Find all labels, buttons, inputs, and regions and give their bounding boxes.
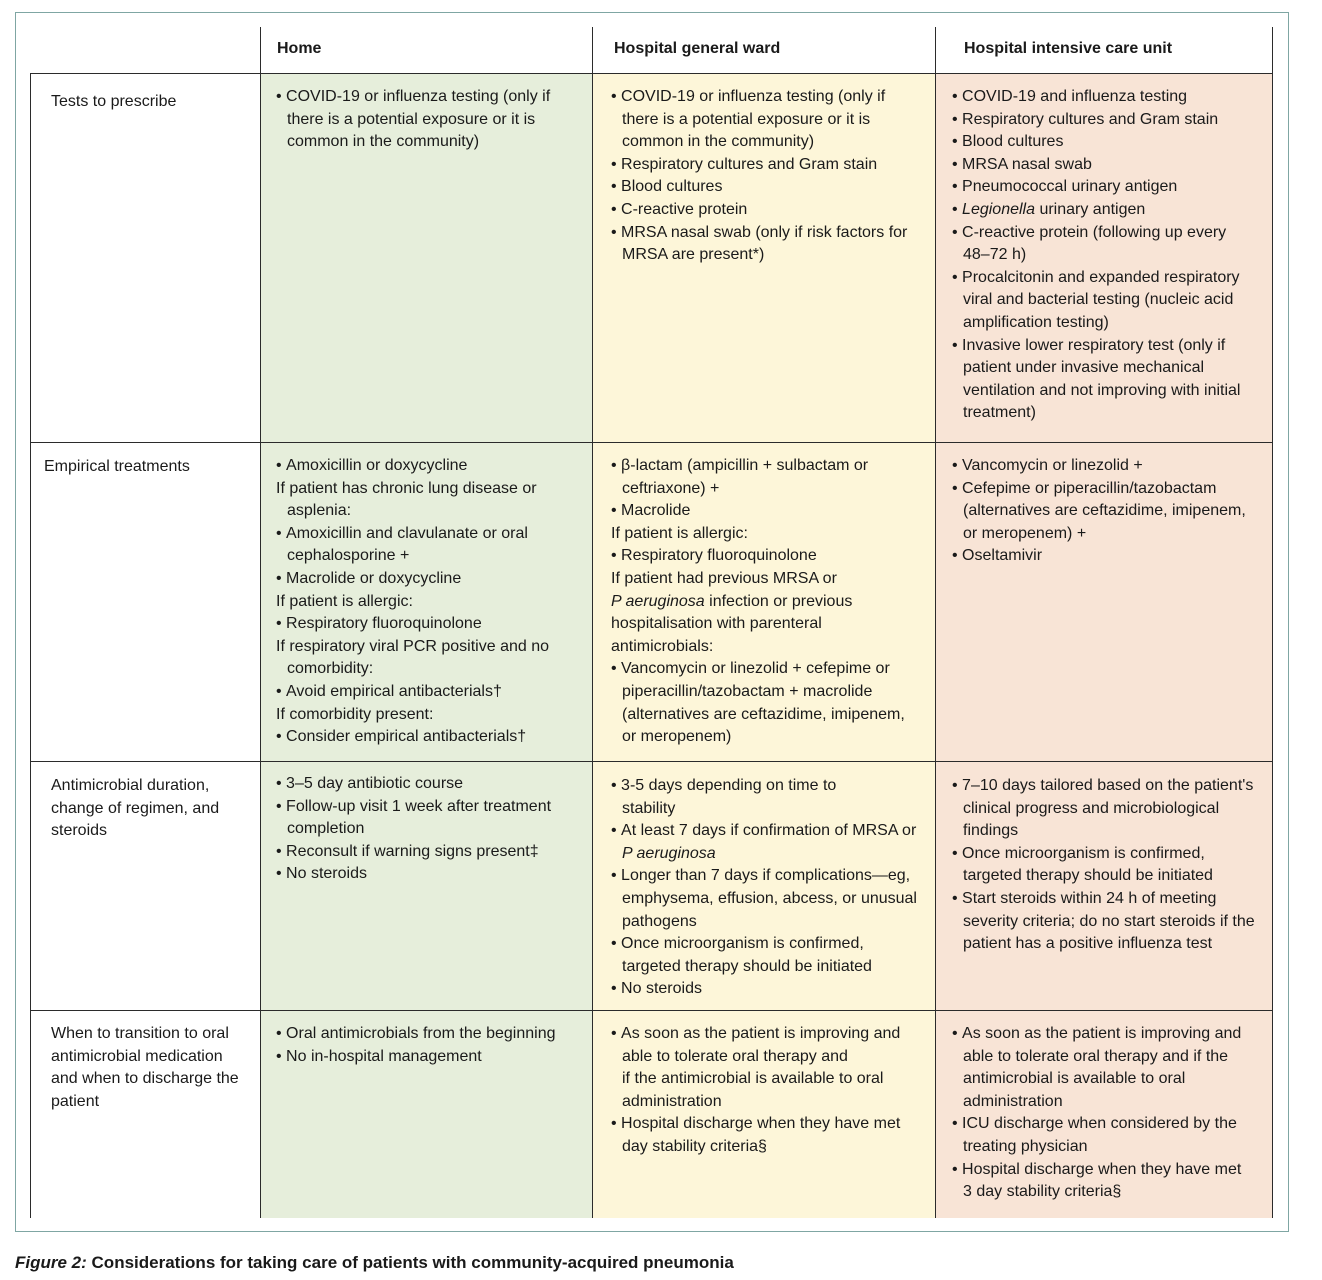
cell-treatments-icu: [952, 455, 1270, 568]
text-line: If respiratory viral PCR positive and no: [276, 637, 549, 655]
bullet-item: • Hospital discharge when they have met: [952, 1159, 1270, 1182]
bullet-item: • MRSA nasal swab (only if risk factors for: [611, 222, 931, 245]
bullet-item: • No in-hospital management: [276, 1046, 586, 1069]
bullet-item: • Once microorganism is confirmed,: [952, 843, 1270, 866]
bullet-item: • Amoxicillin or doxycycline: [276, 455, 586, 478]
bullet-item: • Legionella urinary antigen: [952, 199, 1270, 222]
bullet-item: • COVID-19 and influenza testing: [952, 86, 1270, 109]
bullet-item: • Oseltamivir: [952, 545, 1270, 568]
text-line: if the antimicrobial is available to oral: [622, 1070, 884, 1088]
grid-line: [30, 761, 1273, 762]
bullet-item: • 7–10 days tailored based on the patient's: [952, 775, 1270, 798]
text-line: If patient is allergic:: [276, 592, 413, 610]
row-label-duration: [51, 775, 219, 843]
bullet-item: • COVID-19 or influenza testing (only if: [611, 86, 931, 109]
row-label-line: change of regimen, and: [51, 799, 220, 817]
cell-transition-icu: [952, 1023, 1270, 1204]
row-label-line: antimicrobial medication: [51, 1047, 223, 1065]
bullet-item: • 3–5 day antibiotic course: [276, 773, 586, 796]
row-label-line: Tests to prescribe: [51, 93, 177, 110]
text-line: If comorbidity present:: [276, 705, 434, 723]
figure-label: Figure 2:: [15, 1253, 87, 1272]
bullet-item: • C-reactive protein: [611, 199, 931, 222]
text-line: 48–72 h): [963, 246, 1027, 264]
bullet-item: • Respiratory fluoroquinolone: [611, 545, 931, 568]
text-line: If patient had previous MRSA or: [611, 569, 837, 587]
text-line: pathogens: [622, 912, 697, 930]
text-line: P aeruginosa: [622, 844, 716, 862]
bullet-item: • Longer than 7 days if complications—eg,: [611, 865, 931, 888]
row-label-transition: [51, 1023, 239, 1113]
text-line: common in the community): [622, 133, 815, 151]
row-label-line: steroids: [51, 822, 108, 840]
bullet-item: • Macrolide or doxycycline: [276, 568, 586, 591]
bullet-item: • Once microorganism is confirmed,: [611, 933, 931, 956]
bullet-item: • Follow-up visit 1 week after treatment: [276, 796, 586, 819]
text-line: (alternatives are ceftazidime, imipenem,: [622, 705, 905, 723]
bullet-item: • Respiratory cultures and Gram stain: [611, 154, 931, 177]
text-line: asplenia:: [287, 502, 352, 520]
cell-duration-icu: [952, 775, 1270, 956]
text-line: day stability criteria§: [622, 1137, 767, 1155]
text-line: administration: [622, 1092, 722, 1110]
text-line: piperacillin/tazobactam + macrolide: [622, 682, 873, 700]
figure-caption-text: Considerations for taking care of patients with community-acquired pneumonia: [91, 1253, 734, 1272]
bullet-item: • MRSA nasal swab: [952, 154, 1270, 177]
cell-tests-icu: [952, 86, 1270, 425]
bullet-item: • At least 7 days if confirmation of MRSA or: [611, 820, 931, 843]
text-line: or meropenem) +: [963, 524, 1087, 542]
text-line: targeted therapy should be initiated: [963, 867, 1213, 885]
text-line: MRSA are present*): [622, 246, 765, 264]
text-line: If patient is allergic:: [611, 524, 748, 542]
header-ward: Hospital general ward: [614, 40, 781, 57]
cell-transition-home: [276, 1023, 586, 1068]
bullet-item: • 3-5 days depending on time to: [611, 775, 931, 798]
grid-line: [1272, 27, 1273, 1218]
text-line: If patient has chronic lung disease or: [276, 479, 537, 497]
text-line: P aeruginosa infection or previous: [611, 592, 853, 610]
cell-duration-ward: [611, 775, 931, 1001]
text-line: cephalosporine +: [287, 547, 410, 565]
grid-line: [30, 442, 1273, 443]
text-line: patient has a positive influenza test: [963, 935, 1213, 953]
text-line: comorbidity:: [287, 660, 374, 678]
text-line: patient under invasive mechanical: [963, 359, 1205, 377]
grid-line: [30, 1010, 1273, 1011]
cell-treatments-ward: [611, 455, 931, 749]
text-line: 3 day stability criteria§: [963, 1183, 1122, 1201]
row-label-tests: [51, 91, 176, 114]
text-line: viral and bacterial testing (nucleic acid: [963, 291, 1234, 309]
bullet-item: • Respiratory fluoroquinolone: [276, 613, 586, 636]
text-line: clinical progress and microbiological: [963, 799, 1220, 817]
header-icu: Hospital intensive care unit: [964, 40, 1173, 57]
bullet-item: • Cefepime or piperacillin/tazobactam: [952, 478, 1270, 501]
text-line: completion: [287, 820, 365, 838]
grid-line: [30, 73, 1273, 74]
bullet-item: • As soon as the patient is improving and: [952, 1023, 1270, 1046]
text-line: or meropenem): [622, 728, 732, 746]
grid-line: [592, 27, 593, 1218]
cell-transition-ward: [611, 1023, 931, 1159]
cell-treatments-home: [276, 455, 586, 749]
cell-duration-home: [276, 773, 586, 886]
text-line: there is a potential exposure or it is: [287, 110, 536, 128]
bullet-item: • No steroids: [611, 978, 931, 1001]
text-line: antimicrobials:: [611, 637, 714, 655]
header-home: Home: [277, 40, 322, 57]
cell-tests-home: [276, 86, 586, 154]
text-line: antimicrobial is available to oral: [963, 1070, 1186, 1088]
text-line: ceftriaxone) +: [622, 479, 720, 497]
grid-line: [30, 74, 31, 1218]
bullet-item: • Respiratory cultures and Gram stain: [952, 109, 1270, 132]
text-line: common in the community): [287, 133, 480, 151]
bullet-item: • Start steroids within 24 h of meeting: [952, 888, 1270, 911]
bullet-item: • As soon as the patient is improving and: [611, 1023, 931, 1046]
bullet-item: • Macrolide: [611, 500, 931, 523]
text-line: (alternatives are ceftazidime, imipenem,: [963, 502, 1246, 520]
bullet-item: • Oral antimicrobials from the beginning: [276, 1023, 586, 1046]
text-line: there is a potential exposure or it is: [622, 110, 871, 128]
text-line: able to tolerate oral therapy and: [622, 1047, 848, 1065]
text-line: able to tolerate oral therapy and if the: [963, 1047, 1229, 1065]
bullet-item: • No steroids: [276, 863, 586, 886]
text-line: amplification testing): [963, 313, 1109, 331]
row-label-line: When to transition to oral: [51, 1025, 229, 1042]
bullet-item: • COVID-19 or influenza testing (only if: [276, 86, 586, 109]
text-line: emphysema, effusion, abcess, or unusual: [622, 889, 917, 907]
text-line: treating physician: [963, 1137, 1088, 1155]
row-label-line: patient: [51, 1092, 100, 1110]
bullet-item: • Pneumococcal urinary antigen: [952, 176, 1270, 199]
text-line: targeted therapy should be initiated: [622, 957, 872, 975]
row-label-line: Antimicrobial duration,: [51, 777, 210, 794]
grid-line: [935, 27, 936, 1218]
text-line: findings: [963, 822, 1019, 840]
figure-caption: [15, 1252, 734, 1274]
text-line: administration: [963, 1092, 1063, 1110]
bullet-item: • Amoxicillin and clavulanate or oral: [276, 523, 586, 546]
bullet-item: • Blood cultures: [952, 131, 1270, 154]
bullet-item: • Avoid empirical antibacterials†: [276, 681, 586, 704]
text-line: stability: [622, 799, 676, 817]
bullet-item: • Reconsult if warning signs present‡: [276, 841, 586, 864]
bullet-item: • Blood cultures: [611, 176, 931, 199]
text-line: severity criteria; do no start steroids if the: [963, 912, 1255, 930]
bullet-item: • Vancomycin or linezolid +: [952, 455, 1270, 478]
text-line: treatment): [963, 404, 1036, 422]
bullet-item: • Consider empirical antibacterials†: [276, 726, 586, 749]
bullet-item: • Procalcitonin and expanded respiratory: [952, 267, 1270, 290]
bullet-item: • Vancomycin or linezolid + cefepime or: [611, 658, 931, 681]
row-label-line: Empirical treatments: [44, 458, 190, 475]
grid-line: [260, 27, 261, 1218]
bullet-item: • β-lactam (ampicillin + sulbactam or: [611, 455, 931, 478]
text-line: ventilation and not improving with initial: [963, 381, 1241, 399]
bullet-item: • ICU discharge when considered by the: [952, 1113, 1270, 1136]
text-line: hospitalisation with parenteral: [611, 615, 822, 633]
bullet-item: • Invasive lower respiratory test (only if: [952, 335, 1270, 358]
row-label-line: and when to discharge the: [51, 1070, 239, 1088]
cell-tests-ward: [611, 86, 931, 267]
row-label-treatments: [44, 456, 190, 479]
bullet-item: • Hospital discharge when they have met: [611, 1113, 931, 1136]
bullet-item: • C-reactive protein (following up every: [952, 222, 1270, 245]
